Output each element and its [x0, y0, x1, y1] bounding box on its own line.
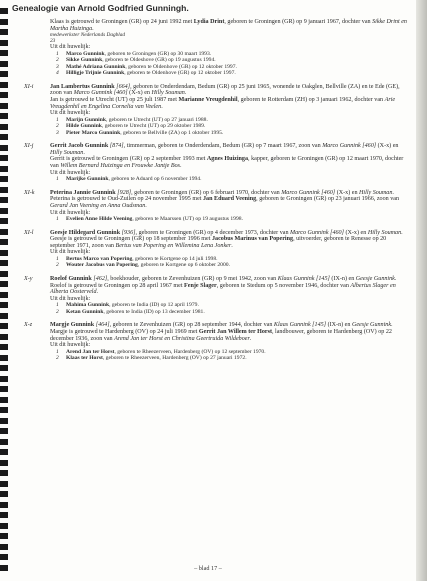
marriage-text: .: [96, 289, 99, 296]
binding-hole: [0, 512, 8, 518]
person-details: , geboren te Onderdendam, Bedum (GR) op 25 juni 1965, wonende te Oakglen, Bellville (ZA) en te Ede (GE), zoon van: [50, 83, 400, 97]
binding-hole: [0, 449, 8, 455]
handwritten-note: 23: [50, 38, 56, 45]
binding-hole: [0, 82, 8, 88]
parent-name: Hilly Souman: [151, 90, 185, 97]
binding-hole: [0, 344, 8, 350]
binding-hole: [0, 533, 8, 539]
children-label: Uit dit huwelijk:: [50, 249, 91, 256]
person-name: Margje Gunnink: [50, 322, 95, 329]
child-number: 1: [56, 255, 59, 262]
person-line: [50, 322, 412, 329]
marriage-text: .: [180, 163, 182, 170]
binding-hole: [0, 313, 8, 319]
child-number: 3: [56, 129, 59, 136]
children-label: Uit dit huwelijk:: [50, 209, 91, 216]
children-list: [50, 117, 412, 137]
child-number: 1: [56, 116, 59, 123]
spouse-parents: Arend Jan ter Horst en Christina Geertruida Wildeboer: [114, 335, 250, 342]
child-item: [50, 130, 412, 137]
binding-hole: [0, 50, 8, 56]
children-list: [50, 176, 412, 183]
binding-hole: [0, 418, 8, 424]
children-list: [50, 302, 412, 315]
children-label: Uit dit huwelijk:: [50, 342, 91, 349]
child-number: 2: [56, 355, 59, 362]
person-details: , geboren te Groningen (GR) op 6 februari 1970, dochter van: [131, 189, 282, 196]
genealogy-entry: [24, 229, 412, 269]
marriage-text: , geboren te Groningen (GR) op 23 januari 1966, zoon van: [256, 196, 400, 203]
marriage-text: Peterina is getrouwd te Oud-Zuilen op 24 november 1995 met: [50, 196, 203, 203]
person-line: [50, 143, 412, 156]
person-name: Peterina Jannie Gunnink: [50, 189, 116, 196]
person-ref: [936]: [120, 229, 136, 236]
binding-holes: [0, 0, 9, 581]
genealogy-entry: [24, 322, 412, 362]
child-name: Evelien Anne Hilde Veening: [66, 216, 133, 223]
person-details: , geboren te Zevenhuizen (GR) op 28 september 1944, dochter van: [109, 322, 274, 329]
child-name: Hilligje Trijnie Gunnink: [66, 70, 125, 77]
person-details: , timmerman, geboren te Onderdendam, Bedum (GR) op 7 maart 1967, zoon van: [123, 143, 323, 150]
person-line: [50, 84, 412, 97]
marriage-text: .: [231, 242, 233, 249]
binding-hole: [0, 260, 8, 266]
binding-hole: [0, 302, 8, 308]
marriage-text: , uitvoerder, geboren te Renesse op 20 september 1971, zoon van: [50, 236, 387, 249]
binding-hole: [0, 187, 8, 193]
parent-name: Geesje Gunnink: [355, 275, 395, 282]
parent-name: Marco Gunnink [460]: [281, 189, 336, 196]
binding-hole: [0, 376, 8, 382]
binding-hole: [0, 439, 8, 445]
child-details: , geboren te Kortgene op 6 oktober 2000.: [137, 262, 230, 269]
binding-hole: [0, 323, 8, 329]
binding-hole: [0, 386, 8, 392]
marriage-text: Klaas is getrouwd te Groningen (GR) op 24 juni 1992 met: [50, 19, 194, 25]
child-item: [50, 355, 412, 362]
child-number: 1: [56, 50, 59, 57]
binding-hole: [0, 271, 8, 277]
marriage-line: [50, 283, 412, 296]
child-details: , geboren te Rheezerveen, Hardenberg (OV) op 12 september 1970.: [114, 348, 266, 355]
child-details: , geboren te Utrecht (UT) op 29 oktober 1989.: [101, 123, 206, 130]
genealogy-entry: [24, 143, 412, 183]
binding-hole: [0, 29, 8, 35]
marriage-text: , geboren te Rotterdam (ZH) op 3 januari 1962, dochter van: [237, 96, 385, 103]
binding-hole: [0, 250, 8, 256]
marriage-text: .: [161, 103, 163, 110]
person-details: (IX-n) en: [326, 322, 352, 329]
child-name: Hilde Gunnink: [66, 123, 102, 130]
parent-name: Klaas Gunnink [145]: [277, 275, 330, 282]
person-details: (X-x) en: [335, 189, 360, 196]
child-details: , geboren te Rheezerveen, Hardenberg (OV) op 27 januari 1972.: [102, 355, 247, 362]
child-name: Klaas ter Horst: [66, 355, 103, 362]
parent-name: Marco Gunnink [460]: [290, 229, 344, 236]
child-number: 2: [56, 308, 59, 315]
child-number: 2: [56, 262, 59, 269]
binding-hole: [0, 502, 8, 508]
child-name: Bertus Marco van Popering: [66, 255, 133, 262]
person-details: .: [392, 189, 394, 196]
genealogy-entry: [24, 189, 412, 223]
person-name: Geesje Hildegard Gunnink: [50, 229, 121, 236]
child-details: , geboren te Maarssen (UT) op 19 augustus 1998.: [132, 216, 243, 223]
child-number: 1: [56, 302, 59, 309]
binding-hole: [0, 554, 8, 560]
child-number: 3: [56, 63, 59, 70]
binding-hole: [0, 61, 8, 67]
person-details: (X-x) en: [376, 143, 399, 150]
person-details: .: [184, 90, 187, 97]
marriage-text: Jan is getrouwd te Utrecht (UT) op 25 juli 1987 met: [50, 96, 179, 103]
binding-hole: [0, 523, 8, 529]
binding-hole: [0, 544, 8, 550]
marriage-text: .: [92, 25, 94, 32]
parent-name: Klaas Gunnink [145]: [273, 322, 327, 329]
marriage-text: Gerrit is getrouwd te Groningen (GR) op 2 september 1993 met: [50, 156, 207, 163]
spouse-parents: Arie Vreugdenhil en Engelina Cornelia van Veelen: [50, 96, 396, 110]
person-details: , boekhouder, geboren te Zevenhuizen (GR) op 9 mei 1942, zoon van: [107, 275, 278, 282]
binding-hole: [0, 334, 8, 340]
child-name: Arend Jan ter Horst: [66, 348, 115, 355]
binding-hole: [0, 208, 8, 214]
marriage-text: , kapper, geboren te Groningen (GR) op 12 maart 1970, dochter van: [50, 156, 404, 170]
binding-hole: [0, 365, 8, 371]
spouse-name: Marianne Vreugdenhil: [178, 96, 238, 103]
binding-hole: [0, 19, 8, 25]
children-list: [50, 349, 412, 362]
binding-hole: [0, 460, 8, 466]
child-name: Ketan Gunnink: [66, 308, 104, 315]
binding-hole: [0, 292, 8, 298]
person-details: (X-x) en: [343, 229, 368, 236]
child-name: Marijke Gunnink: [66, 176, 109, 183]
binding-hole: [0, 397, 8, 403]
marriage-line: [50, 156, 412, 169]
spouse-parents: Albertus Slager en Alberta Oosterveld: [50, 282, 396, 296]
binding-hole: [0, 145, 8, 151]
binding-hole: [0, 281, 8, 287]
genealogy-entry: [24, 275, 412, 315]
binding-hole: [0, 428, 8, 434]
binding-hole: [0, 470, 8, 476]
children-list: [50, 256, 412, 269]
parent-name: Hilly Souman: [367, 229, 402, 236]
child-details: , geboren te Bellville (ZA) op 1 oktober 1995.: [120, 129, 224, 136]
binding-hole: [0, 103, 8, 109]
genealogy-entry: [50, 19, 412, 77]
child-number: 1: [56, 216, 59, 223]
marriage-line: [50, 196, 412, 209]
generation-code: XI-k: [24, 189, 35, 196]
spouse-name: Lydia Drint: [193, 19, 225, 25]
person-ref: [464]: [94, 322, 110, 329]
child-details: , geboren te Oldenhove (GR) op 12 oktober 1997.: [124, 70, 236, 77]
child-details: , geboren te Oldeshove (GR) op 19 augustus 1994.: [102, 57, 216, 64]
marriage-line: [50, 19, 412, 32]
binding-hole: [0, 229, 8, 235]
person-ref: [664]: [114, 83, 131, 90]
handwritten-note: medewerkster Nederlands Dagblad: [50, 32, 126, 39]
binding-hole: [0, 155, 8, 161]
binding-hole: [0, 134, 8, 140]
genealogy-entry: [24, 83, 412, 136]
binding-hole: [0, 92, 8, 98]
page-number: – blad 17 –: [194, 565, 222, 572]
person-details: , geboren te Groningen (GR) op 4 december 1973, dochter van: [135, 229, 291, 236]
binding-hole: [0, 113, 8, 119]
marriage-line: [50, 236, 412, 249]
child-item: [50, 176, 412, 183]
children-list: [50, 216, 412, 223]
person-ref: [928]: [115, 189, 132, 196]
marriage-text: Geesje is getrouwd te Groningen (GR) op 18 september 1996 met: [50, 236, 212, 243]
person-details: .: [83, 149, 85, 156]
child-name: Sikke Gunnink: [66, 57, 103, 64]
children-label: Uit dit huwelijk:: [50, 44, 91, 51]
child-name: Pieter Marco Gunnink: [66, 129, 121, 136]
spouse-name: Jacobus Marinus van Popering: [211, 236, 294, 243]
children-label: Uit dit huwelijk:: [50, 110, 91, 117]
person-details: .: [401, 229, 403, 236]
spouse-parents: Willem Bernard Huizinga en Frouwke Jantje Bos: [60, 163, 181, 170]
child-name: Marco Gunnink: [66, 50, 105, 57]
binding-hole: [0, 8, 8, 14]
person-ref: [874]: [108, 143, 124, 150]
marriage-text: Roelof is getrouwd te Groningen op 28 april 1967 met: [50, 282, 185, 289]
person-details: (X-x) en: [127, 90, 152, 97]
marriage-line: [50, 97, 412, 110]
parent-name: Geesje Gunnink: [351, 322, 392, 329]
parent-name: Hilly Souman: [50, 149, 84, 156]
generation-code: XI-i: [24, 83, 34, 90]
person-details: .: [394, 275, 397, 282]
binding-hole: [0, 481, 8, 487]
marriage-text: .: [145, 202, 147, 209]
marriage-text: , geboren te Groningen (GR) op 9 januari 1967, dochter van: [224, 19, 373, 25]
binding-hole: [0, 176, 8, 182]
generation-code: X-y: [24, 275, 33, 282]
person-ref: [462]: [91, 275, 108, 282]
spouse-parents: Bertus van Popering en Willemina Lena Jonker: [115, 242, 232, 249]
binding-hole: [0, 218, 8, 224]
child-item: [50, 70, 412, 77]
binding-hole: [0, 197, 8, 203]
binding-hole: [0, 166, 8, 172]
spouse-name: Gerrit Jan Willem ter Horst: [198, 328, 272, 335]
spouse-parents: Gerard Jan Veening en Anna Oudsman: [50, 202, 146, 209]
child-name: Marijn Gunnink: [66, 116, 106, 123]
generation-code: XI-l: [24, 229, 34, 236]
child-name: Mathé Adriana Gunnink: [66, 63, 126, 70]
child-details: , geboren te Utrecht (UT) op 27 januari 1988.: [105, 116, 208, 123]
child-number: 1: [56, 348, 59, 355]
marriage-text: .: [249, 335, 252, 342]
spouse-name: Fenje Slager: [184, 282, 217, 289]
child-details: , geboren te Kortgene op 14 juli 1998.: [132, 255, 218, 262]
person-name: Jan Lambertus Gunnink: [50, 83, 115, 90]
child-number: 2: [56, 57, 59, 64]
child-number: 4: [56, 70, 59, 77]
child-details: , geboren te Aduard op 6 november 1994.: [108, 176, 202, 183]
generation-code: X-z: [24, 322, 33, 329]
parent-name: Marco Gunnink [460]: [73, 90, 128, 97]
person-line: [50, 276, 412, 283]
page-edge-shadow: [416, 0, 427, 581]
person-details: .: [391, 322, 393, 329]
binding-hole: [0, 71, 8, 77]
spouse-name: Agnes Huizinga: [206, 156, 249, 163]
binding-hole: [0, 40, 8, 46]
binding-hole: [0, 407, 8, 413]
child-details: , geboren te India (ID) op 12 april 1979.: [109, 302, 199, 309]
person-details: (IX-n) en: [329, 275, 356, 282]
marriage-line: [50, 329, 412, 342]
genealogy-content: [24, 19, 412, 362]
child-number: 2: [56, 123, 59, 130]
spouse-name: Jan Eduard Veening: [203, 196, 257, 203]
marriage-text: , geboren te Stedum op 5 november 1946, dochter van: [216, 282, 351, 289]
marriage-text: , landbouwer, geboren te Hardenberg (OV) op 22 december 1936, zoon van: [50, 328, 392, 342]
child-details: , geboren te Groningen (GR) op 30 maart 1993.: [104, 50, 212, 57]
children-label: Uit dit huwelijk:: [50, 295, 91, 302]
marriage-text: Margje is getrouwd te Hardenberg (OV) op 24 juli 1969 met: [50, 328, 199, 335]
children-list: [50, 51, 412, 77]
page-title: Genealogie van Arnold Godfried Gunningh.: [12, 3, 189, 13]
child-item: [50, 309, 412, 316]
person-name: Gerrit Jacob Gunnink: [50, 143, 109, 150]
person-name: Roelof Gunnink: [50, 275, 92, 282]
binding-hole: [0, 491, 8, 497]
child-item: [50, 216, 412, 223]
children-label: Uit dit huwelijk:: [50, 169, 91, 176]
parent-name: Hilly Souman: [359, 189, 393, 196]
child-name: Wouter Jacobus van Popering: [66, 262, 138, 269]
parent-name: Marco Gunnink [460]: [322, 143, 377, 150]
child-details: , geboren te Oldenhove (GR) op 12 oktober 1997.: [125, 63, 237, 70]
child-details: , geboren te India (ID) op 13 december 1981.: [103, 308, 205, 315]
generation-code: XI-j: [24, 143, 34, 150]
child-item: [50, 262, 412, 269]
child-number: 1: [56, 176, 59, 183]
child-name: Mahima Gunnink: [66, 302, 110, 309]
binding-hole: [0, 239, 8, 245]
binding-hole: [0, 124, 8, 130]
binding-hole: [0, 355, 8, 361]
spouse-parents: Sikke Drint en Martha Huizinga: [50, 19, 407, 32]
